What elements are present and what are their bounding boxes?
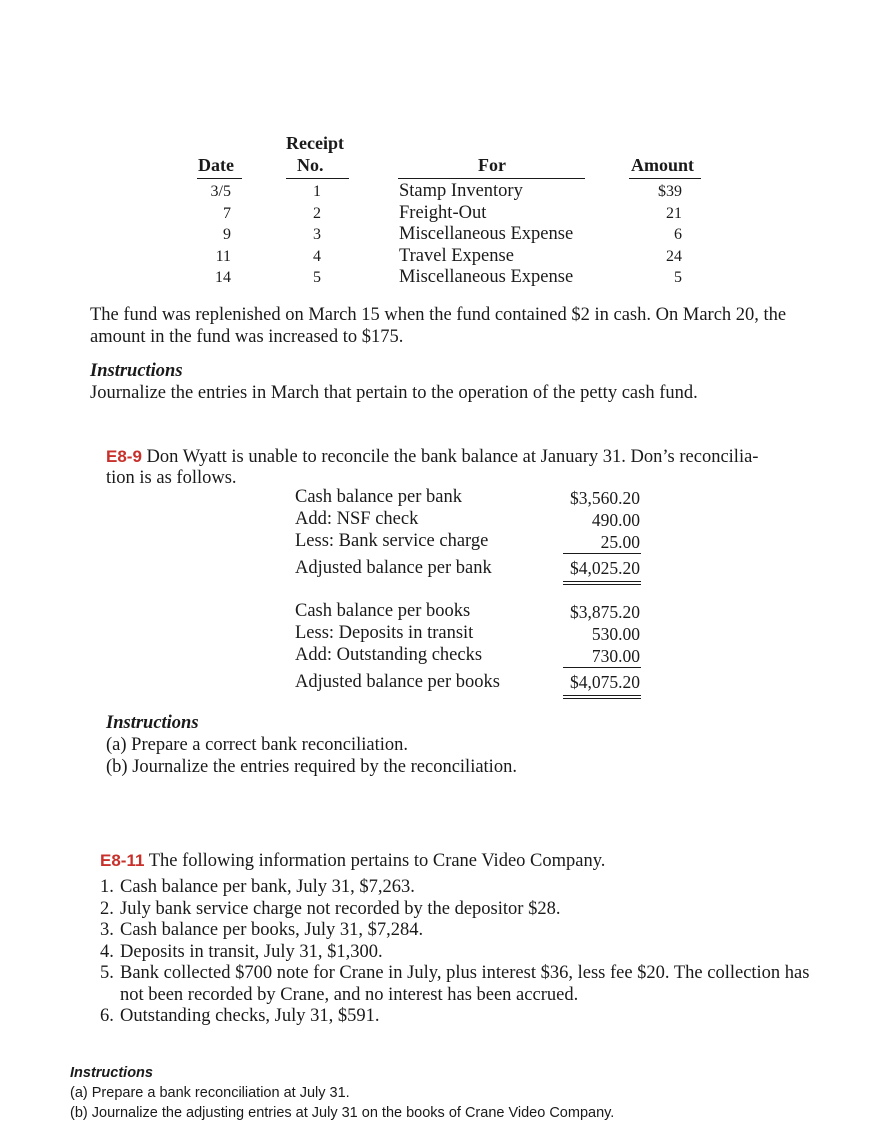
table-cell-no: 2 [313,204,321,222]
for-column [399,181,599,289]
table-cell-for: Freight-Out [399,202,487,223]
exercise-number: E8-11 [100,851,145,870]
exercise-number: E8-9 [106,447,142,466]
rec-amount: $3,560.20 [570,488,640,508]
list-item: 6. Outstanding checks, July 31, $591. [100,1006,380,1026]
receipt-header-line2: No. [297,155,324,175]
date-header: Date [198,155,234,175]
table-cell-no: 1 [313,183,321,200]
table-cell-date: 9 [223,226,231,243]
table-cell-for: Miscellaneous Expense [399,224,574,244]
table-cell-for: Miscellaneous Expense [399,267,574,287]
for-header: For [478,155,506,175]
double-rule-top [563,695,641,696]
instruction-item: (a) Prepare a correct bank reconciliation. [106,735,408,755]
list-item: 5. Bank collected $700 note for Crane in July, plus interest $36, less fee $20. The collection has not been recorded by Crane, and no interest has been accrued. [100,963,810,1005]
date-header-rule [197,178,242,179]
list-item: 4. Deposits in transit, July 31, $1,300. [100,941,383,962]
instructions-heading: Instructions [70,1065,153,1081]
rec-amount-total: $4,025.20 [570,558,640,578]
receipt-header-line1: Receipt [286,133,344,153]
table-cell-date: 14 [215,269,231,286]
list-item: 3. Cash balance per books, July 31, $7,284. [100,920,424,940]
rec-label: Add: Outstanding checks [295,645,483,665]
e8-11-intro [100,850,605,872]
list-item: 2. July bank service charge not recorded by the depositor $28. [100,898,561,919]
e8-9-intro-continuation: tion is as follows. [106,468,237,488]
rec-amount: $3,875.20 [570,602,640,622]
rec-label: Cash balance per bank [295,487,462,507]
rec-amount: 490.00 [591,510,640,530]
instruction-item: (b) Journalize the entries required by the reconciliation. [106,757,517,777]
instruction-item: (a) Prepare a bank reconciliation at July 31. [70,1085,350,1101]
instruction-item: (b) Journalize the adjusting entries at July 31 on the books of Crane Video Company. [70,1105,615,1121]
table-cell-amount: 6 [674,226,682,243]
receipt-header-rule [286,178,349,179]
table-cell-date: 7 [223,204,231,222]
table-cell-for: Travel Expense [399,245,514,266]
rec-amount: 25.00 [600,532,640,552]
table-cell-for: Stamp Inventory [399,181,523,201]
rec-label: Cash balance per books [295,601,471,621]
table-cell-no: 5 [313,269,321,286]
rec-label: Adjusted balance per books [295,672,500,692]
rec-label: Add: NSF check [295,509,419,529]
double-rule-bottom [563,584,641,585]
numbered-list [100,877,830,1028]
rec-amount-total: $4,075.20 [570,672,640,692]
rec-label: Less: Bank service charge [295,531,489,551]
replenish-paragraph: The fund was replenished on March 15 when the fund contained $2 in cash. On March 20, the amount in the fund was increased to $175. [90,305,787,347]
amount-header: Amount [631,155,695,175]
for-header-rule [398,178,585,179]
rec-amount: 730.00 [591,646,640,666]
rec-label: Less: Deposits in transit [295,623,474,643]
e8-9-intro-text: Don Wyatt is unable to reconcile the bank balance at January 31. Don’s reconcilia- [141,447,759,467]
receipt-no-column [296,181,338,289]
instructions-heading: Instructions [106,713,199,733]
table-cell-no: 4 [313,247,321,265]
rec-label: Adjusted balance per bank [295,558,492,578]
table-cell-date: 11 [215,247,231,265]
e8-9-intro [106,446,846,468]
table-cell-amount: $39 [658,183,682,200]
table-cell-amount: 5 [674,269,682,286]
amount-header-rule [629,178,701,179]
instructions-heading: Instructions [90,361,183,381]
table-cell-amount: 24 [666,247,682,265]
table-cell-date: 3/5 [210,183,231,200]
double-rule-top [563,581,641,582]
e8-11-intro-text: The following information pertains to Crane Video Company. [144,851,606,871]
date-column [190,181,231,289]
amount-column [640,181,682,289]
instructions-text: Journalize the entries in March that pertain to the operation of the petty cash fund. [90,383,698,403]
double-rule-bottom [563,698,641,699]
table-cell-amount: 21 [666,204,682,222]
subtotal-rule [563,553,641,554]
subtotal-rule [563,667,641,668]
list-item: 1. Cash balance per bank, July 31, $7,263. [100,877,415,897]
table-cell-no: 3 [313,226,321,243]
rec-amount: 530.00 [591,624,640,644]
